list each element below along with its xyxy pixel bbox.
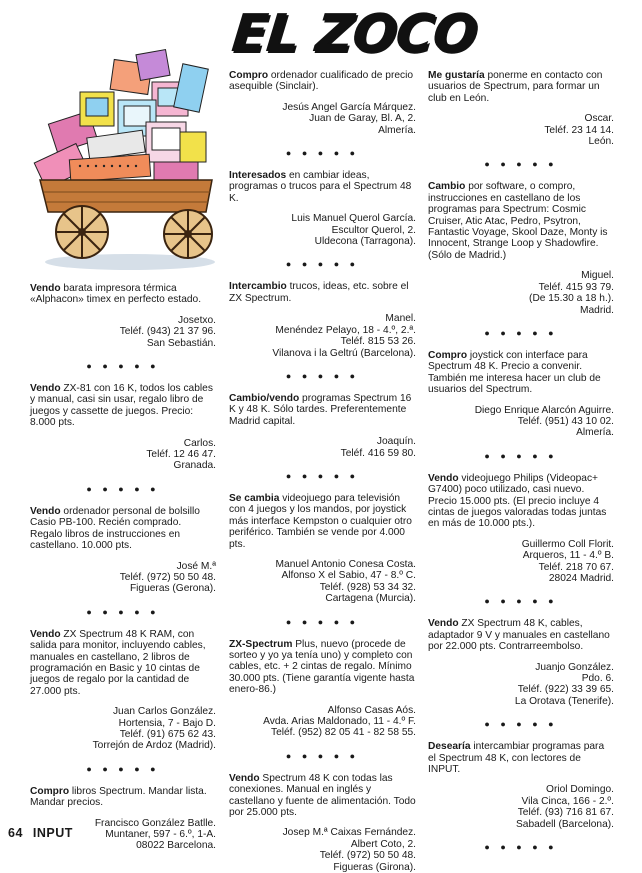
contact-line: Menéndez Pelayo, 18 - 4.º, 2.ª. — [275, 324, 416, 336]
contact-line: Juan Carlos González. — [112, 706, 216, 718]
ad — [428, 181, 614, 315]
ad-contact — [30, 706, 216, 752]
contact-line: Almería. — [576, 427, 614, 439]
ad-contact — [428, 405, 614, 439]
contact-line: Teléf. 218 70 67. — [538, 561, 614, 573]
ad-lead: Se cambia — [229, 492, 280, 504]
contact-line: Pdo. 6. — [581, 673, 614, 685]
ad-text: barata impresora térmica «Alphacon» timex en perfecto estado. — [30, 283, 202, 306]
ad — [30, 506, 216, 595]
ad-contact — [229, 313, 416, 359]
separator: ● ● ● ● ● — [285, 470, 360, 481]
contact-line: Manuel Antonio Conesa Costa. — [275, 558, 416, 570]
ad-text: por software, o compro, instrucciones en castellano de los programas para Spectrum: Cosmic Cruiser, Atic Atac, Pedro, Psytron, Fantastic Voyage, Skool Daze, Monty is Innocent, Strange Loop y Shadowfire. (Sólo de Madrid.) — [428, 181, 608, 261]
contact-line: Sabadell (Barcelona). — [516, 818, 614, 830]
page-title: EL ZOCO — [228, 4, 480, 64]
separator: ● ● ● ● ● — [484, 450, 558, 461]
separator: ● ● ● ● ● — [285, 370, 360, 381]
ad — [229, 639, 416, 739]
separator: ● ● ● ● ● — [285, 750, 360, 761]
contact-line: Guillermo Coll Florit. — [521, 538, 614, 550]
ad — [428, 741, 614, 830]
separator: ● ● ● ● ● — [285, 259, 360, 270]
contact-line: Diego Enrique Alarcón Aguirre. — [474, 404, 614, 416]
contact-line: Juanjo González. — [535, 661, 614, 673]
contact-line: Teléf. 415 93 79. — [538, 281, 614, 293]
contact-line: Juan de Garay, Bl. A, 2. — [309, 113, 416, 125]
contact-line: Teléf. (951) 43 10 02. — [517, 415, 614, 427]
ad-lead: Cambio — [428, 181, 466, 193]
contact-line: Vilanova i la Geltrú (Barcelona). — [272, 347, 416, 359]
page-footer — [8, 826, 83, 840]
separator: ● ● ● ● ● — [484, 327, 558, 338]
ad-lead: Compro — [30, 785, 70, 797]
ad-lead: Vendo — [30, 283, 61, 294]
ad-text: programas Spectrum 16 K y 48 K. Sólo tardes. Preferentemente Madrid capital. — [229, 392, 412, 427]
ad-lead: Cambio/vendo — [229, 392, 300, 404]
ad-contact — [229, 827, 416, 873]
ad — [30, 383, 216, 472]
ad-lead: Interesados — [229, 170, 287, 182]
ad-lead: Desearía — [428, 741, 471, 753]
ad-contact — [428, 784, 614, 830]
contact-line: Cartagena (Murcia). — [325, 593, 416, 605]
contact-line: Alfonso Casas Aós. — [327, 704, 416, 716]
ad-text: trucos, ideas, etc. sobre el ZX Spectrum. — [229, 281, 409, 304]
ad-text: ponerme en contacto con usuarios de Spectrum, para formar un club en León. — [428, 70, 603, 104]
contact-line: Teléf. (972) 50 50 48. — [319, 850, 416, 862]
contact-line: Josep M.ª Caixas Fernández. — [282, 827, 416, 839]
ad-lead: Vendo — [229, 772, 260, 784]
column-3 — [428, 70, 614, 864]
ad — [229, 393, 416, 459]
contact-line: Teléf. 416 59 80. — [340, 447, 416, 459]
contact-line: Escultor Querol, 2. — [331, 224, 416, 236]
separator: ● ● ● ● ● — [484, 842, 558, 853]
contact-line: Oscar. — [584, 113, 614, 125]
contact-line: Figueras (Gerona). — [129, 583, 216, 595]
contact-line: Teléf. (928) 53 34 32. — [319, 581, 416, 593]
ad-contact — [428, 113, 614, 147]
contact-line: Teléf. (91) 675 62 43. — [119, 728, 216, 740]
contact-line: Vila Cinca, 166 - 2.º. — [521, 795, 614, 807]
contact-line: Teléf. 12 46 47. — [146, 449, 216, 461]
ad-text: ordenador cualificado de precio asequible (Sinclair). — [229, 70, 414, 93]
contact-line: Teléf. 815 53 26. — [340, 336, 416, 348]
contact-line: Miguel. — [581, 270, 614, 282]
separator: ● ● ● ● ● — [484, 719, 558, 730]
contact-line: Alfonso X el Sabio, 47 - 8.º C. — [281, 570, 416, 582]
ad-text: en cambiar ideas, programas o trucos para el Spectrum 48 K. — [229, 170, 412, 204]
ad-contact — [30, 315, 216, 349]
contact-line: La Orotava (Tenerife). — [514, 695, 614, 707]
contact-line: Granada. — [173, 460, 216, 472]
separator: ● ● ● ● ● — [86, 763, 160, 774]
contact-line: Hortensia, 7 - Bajo D. — [118, 717, 216, 729]
ad — [30, 283, 216, 349]
ad — [428, 350, 614, 439]
contact-line: Arqueros, 11 - 4.º B. — [522, 550, 614, 562]
contact-line: 28024 Madrid. — [548, 573, 614, 584]
ad-text: videojuego Philips (Videopac+ G7400) poco utilizado, casi nuevo. Precio 15.000 pts. (El precio incluye 4 cintas de juegos valoradas todas juntas en más de 10.000 pts.). — [428, 472, 607, 530]
contact-line: Teléf. 23 14 14. — [544, 124, 614, 136]
contact-line: León. — [588, 136, 614, 148]
contact-line: Torrejón de Ardoz (Madrid). — [92, 740, 216, 752]
contact-line: Manel. — [385, 313, 416, 325]
ad-text: videojuego para televisión con 4 juegos y los mandos, por joystick más interface Kempston o cualquier otro periférico. También se vende por 4.000 pts. — [229, 492, 412, 550]
ad-text: ZX Spectrum 48 K RAM, con salida para monitor, incluyendo cables, manuales en castellano, 2 libros de programación en Basic y 10 cintas de juegos de regalo por la cantidad de 27.000 pts. — [30, 628, 206, 697]
ad-contact — [229, 436, 416, 459]
contact-line: Luis Manuel Querol García. — [291, 213, 416, 225]
ad-contact — [30, 561, 216, 595]
magazine-name: INPUT — [32, 826, 73, 840]
contact-line: Carlos. — [183, 437, 216, 449]
contact-line: Francisco González Batlle. — [94, 817, 216, 829]
cart-of-computers-illustration — [30, 22, 220, 272]
contact-line: Albert Coto, 2. — [350, 838, 416, 850]
contact-line: Uldecona (Tarragona). — [314, 236, 416, 248]
ad-contact — [229, 213, 416, 247]
ad-lead: Vendo — [428, 618, 459, 630]
ad-text: Spectrum 48 K con todas las conexiones. Manual en inglés y castellano y fuente de alimentación. Todo por 25.000 pts. — [229, 772, 416, 819]
ad-lead: Intercambio — [229, 281, 287, 293]
separator: ● ● ● ● ● — [484, 596, 558, 607]
contact-line: (De 15.30 a 18 h.). — [529, 293, 614, 305]
contact-line: Avda. Arias Maldonado, 11 - 4.º F. — [263, 716, 416, 728]
ad — [428, 618, 614, 707]
ad — [428, 473, 614, 585]
ad-contact — [428, 270, 614, 316]
ad-text: ZX-81 con 16 K, todos los cables y manual, casi sin usar, regalo libro de juegos y cassette de juegos. Precio: 8.000 pts. — [30, 383, 213, 429]
contact-line: Madrid. — [580, 304, 614, 316]
ad — [229, 70, 416, 136]
separator: ● ● ● ● ● — [86, 483, 160, 494]
ad — [30, 786, 216, 852]
ad-text: joystick con interface para Spectrum 48 K. Precio a convenir. También me interesa hacer un club de usuarios del Spectrum. — [428, 349, 601, 396]
ad-contact — [428, 539, 614, 585]
ad — [229, 281, 416, 358]
column-1 — [30, 283, 216, 852]
contact-line: Muntaner, 597 - 6.º, 1-A. — [105, 829, 216, 840]
contact-line: Oriol Domingo. — [546, 784, 614, 796]
ad-contact — [30, 438, 216, 472]
contact-line: Teléf. (922) 33 39 65. — [517, 684, 614, 696]
contact-line: Almería. — [378, 124, 416, 136]
contact-line: Teléf. (943) 21 37 96. — [119, 326, 216, 338]
ad-lead: Vendo — [30, 383, 61, 395]
separator: ● ● ● ● ● — [86, 606, 160, 617]
ad — [229, 773, 416, 873]
separator: ● ● ● ● ● — [86, 361, 160, 372]
contact-line: 08022 Barcelona. — [136, 840, 216, 852]
ad-lead: Compro — [428, 349, 468, 361]
contact-line: Jesús Angel García Márquez. — [282, 101, 416, 113]
ad-lead: Vendo — [30, 505, 61, 517]
ad-text: ZX Spectrum 48 K, cables, adaptador 9 V y manuales en castellano por 22.000 pts. Contrarreembolso. — [428, 618, 610, 653]
ad-contact — [229, 559, 416, 605]
ad-contact — [229, 102, 416, 136]
ad-lead: Compro — [229, 70, 269, 81]
contact-line: Josetxo. — [178, 314, 216, 326]
page-number: 64 — [8, 826, 23, 840]
contact-line: José M.ª — [176, 560, 216, 572]
ad — [229, 493, 416, 605]
ad-lead: ZX-Spectrum — [229, 638, 293, 650]
contact-line: Teléf. (972) 50 50 48. — [119, 571, 216, 583]
ad-lead: Me gustaría — [428, 70, 485, 81]
ad-lead: Vendo — [428, 472, 459, 484]
contact-line: Teléf. (952) 82 05 41 - 82 58 55. — [271, 727, 416, 739]
separator: ● ● ● ● ● — [484, 159, 558, 170]
separator: ● ● ● ● ● — [285, 148, 360, 159]
ad-contact — [229, 705, 416, 739]
ad — [229, 170, 416, 247]
ad-lead: Vendo — [30, 628, 61, 640]
ad-text: libros Spectrum. Mandar lista. Mandar precios. — [30, 785, 207, 809]
ad — [30, 629, 216, 752]
ad-text: ordenador personal de bolsillo Casio PB-100. Recién comprado. Regalo libros de instrucciones en castellano. 10.000 pts. — [30, 505, 200, 552]
ad-text: intercambiar programas para el Spectrum 48 K, con lectores de INPUT. — [428, 741, 605, 776]
column-2 — [229, 70, 416, 873]
ad — [428, 70, 614, 147]
contact-line: San Sebastián. — [146, 337, 216, 349]
ad-text: Plus, nuevo (procede de sorteo y yo ya tenía uno) y completo con cables, etc. + 2 cintas de regalo. Mínimo 30.000 pts. (Tiene garantía vigente hasta enero-86.) — [229, 638, 415, 696]
ad-contact — [428, 662, 614, 708]
contact-line: Teléf. (93) 716 81 67. — [517, 807, 614, 819]
contact-line: Figueras (Girona). — [333, 861, 416, 873]
separator: ● ● ● ● ● — [285, 616, 360, 627]
contact-line: Joaquín. — [376, 436, 416, 448]
